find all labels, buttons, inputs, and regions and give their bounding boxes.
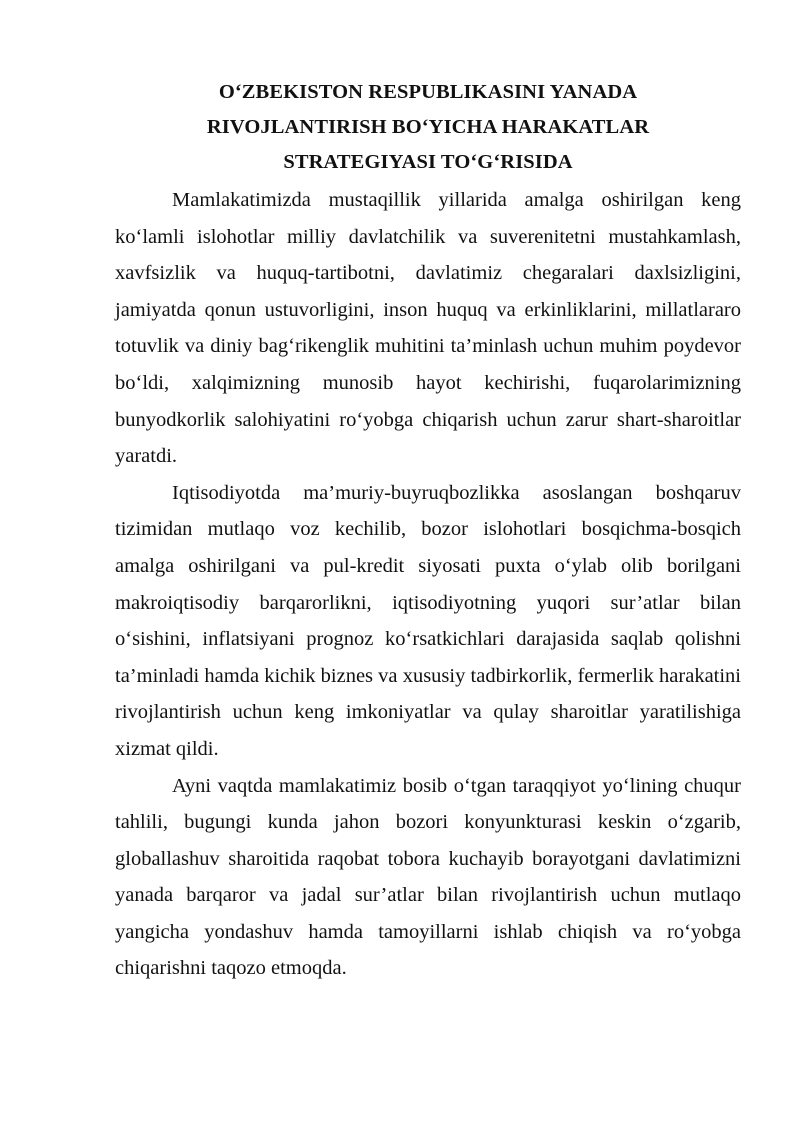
title-line-2: RIVOJLANTIRISH BO‘YICHA HARAKATLAR — [206, 116, 650, 138]
title-line-3: STRATEGIYASI TO‘G‘RISIDA — [283, 151, 573, 173]
title-line-1: O‘ZBEKISTON RESPUBLIKASINI YANADA — [218, 81, 638, 103]
paragraph-2: Iqtisodiyotda ma’muriy-buyruqbozlikka asoslangan boshqaruv tizimidan mutlaqo voz kechilib, bozor islohotlari bosqichma-bosqich amalga oshirilgani va pul-kredit siyosati puxta o‘ylab olib borilgani makroiqtisodiy barqarorlikni, iqtisodiyotning yuqori sur’atlar bilan o‘sishini, inflatsiyani prognoz ko‘rsatkichlari darajasida saqlab qolishni ta’minladi hamda kichik biznes va xususiy tadbirkorlik, fermerlik harakatini rivojlantirish uchun keng imkoniyatlar va qulay sharoitlar yaratilishiga xizmat qildi. — [115, 481, 741, 760]
paragraph-3: Ayni vaqtda mamlakatimiz bosib o‘tgan taraqqiyot yo‘lining chuqur tahlili, bugungi kunda jahon bozori konyunkturasi keskin o‘zgarib, globallashuv sharoitida raqobat tobora kuchayib borayotgani davlatimizni yanada barqaror va jadal sur’atlar bilan rivojlantirish uchun mutlaqo yangicha yondashuv hamda tamoyillarni ishlab chiqish va ro‘yobga chiqarishni taqozo etmoqda. — [115, 774, 741, 980]
paragraph-1: Mamlakatimizda mustaqillik yillarida amalga oshirilgan keng ko‘lamli islohotlar milliy davlatchilik va suverenitetni mustahkamlash, xavfsizlik va huquq-tartibotni, davlatimiz chegaralari daxlsizligini, jamiyatda qonun ustuvorligini, inson huquq va erkinliklarini, millatlararo totuvlik va diniy bag‘rikenglik muhitini ta’minlash uchun muhim poydevor bo‘ldi, xalqimizning munosib hayot kechirishi, fuqarolarimizning bunyodkorlik salohiyatini ro‘yobga chiqarish uchun zarur shart-sharoitlar yaratdi. — [115, 189, 741, 468]
document-title — [115, 75, 741, 180]
document-body — [115, 182, 741, 987]
